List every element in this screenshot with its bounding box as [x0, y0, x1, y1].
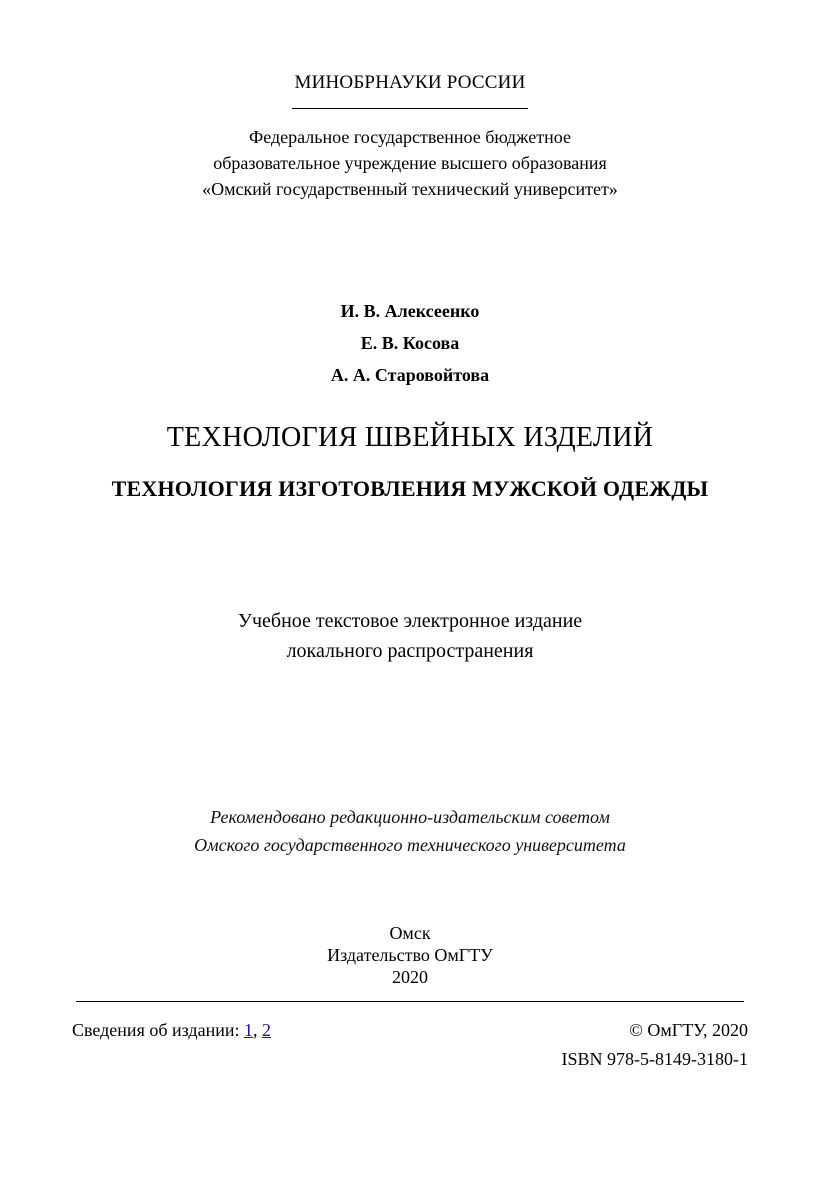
copyright-notice: © ОмГТУ, 2020	[629, 1020, 748, 1040]
imprint-publisher: Издательство ОмГТУ	[327, 945, 493, 965]
edition-info	[72, 1020, 271, 1041]
isbn-number: ISBN 978-5-8149-3180-1	[561, 1049, 748, 1069]
imprint-year: 2020	[392, 967, 428, 987]
edition-type-line: Учебное текстовое электронное издание	[237, 610, 583, 632]
ministry-name: МИНОБРНАУКИ РОССИИ	[294, 72, 526, 93]
recommendation-note	[0, 803, 820, 859]
recommendation-line: Омского государственного технического университета	[194, 835, 626, 855]
author-name: Е. В. Косова	[360, 333, 460, 353]
edition-info-link-2[interactable]: 2	[261, 1020, 271, 1040]
edition-type-line: локального распространения	[286, 640, 534, 662]
edition-info-label: Сведения об издании:	[72, 1020, 244, 1040]
imprint-block	[0, 922, 820, 988]
institution-line: Федеральное государственное бюджетное	[249, 127, 571, 147]
author-name: А. А. Старовойтова	[330, 365, 490, 385]
authors-list	[0, 295, 820, 391]
footer-divider	[76, 1001, 744, 1002]
institution-line: образовательное учреждение высшего образования	[213, 153, 607, 173]
book-subtitle: ТЕХНОЛОГИЯ ИЗГОТОВЛЕНИЯ МУЖСКОЙ ОДЕЖДЫ	[111, 476, 709, 501]
edition-info-separator: ,	[252, 1020, 262, 1040]
book-title: ТЕХНОЛОГИЯ ШВЕЙНЫХ ИЗДЕЛИЙ	[166, 422, 654, 453]
imprint-city: Омск	[389, 923, 431, 943]
recommendation-line: Рекомендовано редакционно-издательским советом	[210, 807, 610, 827]
author-name: И. В. Алексеенко	[340, 301, 480, 321]
ministry-divider	[292, 108, 528, 109]
edition-info-link-1[interactable]: 1	[243, 1020, 253, 1040]
institution-block	[0, 124, 820, 202]
institution-line: «Омский государственный технический университет»	[202, 179, 618, 199]
edition-type	[0, 606, 820, 666]
